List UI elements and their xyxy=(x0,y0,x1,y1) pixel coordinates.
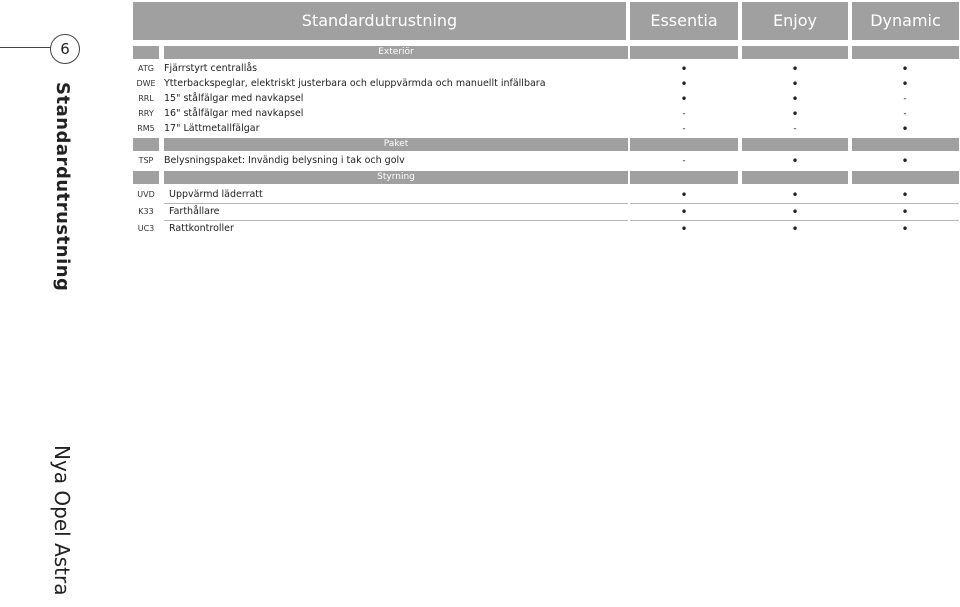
page-number: 6 xyxy=(50,34,80,64)
section-trim-cell xyxy=(852,138,959,151)
header-trim-enjoy: Enjoy xyxy=(742,2,848,40)
option-code: DWE xyxy=(136,79,156,88)
table-header xyxy=(133,2,959,40)
availability-essentia: • xyxy=(680,62,688,76)
availability-dynamic: • xyxy=(901,188,909,202)
section-header-steering xyxy=(133,171,959,184)
availability-dynamic: • xyxy=(901,154,909,168)
section-trim-cell xyxy=(630,46,738,59)
availability-enjoy: • xyxy=(791,222,799,236)
table-row xyxy=(133,107,959,121)
availability-enjoy: • xyxy=(791,92,799,106)
section-trim-cell xyxy=(742,171,848,184)
availability-dynamic: • xyxy=(901,122,909,136)
row-divider xyxy=(164,220,628,221)
availability-enjoy: • xyxy=(791,205,799,219)
section-label: Paket xyxy=(164,138,628,151)
availability-essentia: • xyxy=(680,188,688,202)
section-label: Styrning xyxy=(164,171,628,184)
section-trim-cell xyxy=(630,138,738,151)
option-description: 17" Lättmetallfälgar xyxy=(164,123,260,134)
availability-enjoy: • xyxy=(791,62,799,76)
section-label: Exteriör xyxy=(164,46,628,59)
option-description: Farthållare xyxy=(169,206,220,217)
section-code-cell xyxy=(133,171,159,184)
table-row xyxy=(133,77,959,91)
section-trim-cell xyxy=(852,46,959,59)
availability-essentia: • xyxy=(680,222,688,236)
header-title: Standardutrustning xyxy=(133,2,626,40)
row-divider xyxy=(630,203,959,204)
option-code: TSP xyxy=(138,156,154,165)
row-divider xyxy=(164,203,628,204)
table-row xyxy=(133,188,959,202)
section-header-exterior xyxy=(133,46,959,59)
table-row xyxy=(133,122,959,136)
availability-enjoy: • xyxy=(791,154,799,168)
side-section-title: Standardutrustning xyxy=(52,82,73,292)
table-row xyxy=(133,205,959,219)
option-description: 16" stålfälgar med navkapsel xyxy=(164,108,304,119)
side-footer-title: Nya Opel Astra xyxy=(50,445,74,596)
section-code-cell xyxy=(133,138,159,151)
section-trim-cell xyxy=(852,171,959,184)
availability-essentia: • xyxy=(680,205,688,219)
option-description: Rattkontroller xyxy=(169,223,234,234)
table-row xyxy=(133,92,959,106)
section-code-cell xyxy=(133,46,159,59)
table-row xyxy=(133,154,959,168)
section-header-package xyxy=(133,138,959,151)
availability-enjoy: • xyxy=(791,77,799,91)
section-trim-cell xyxy=(630,171,738,184)
option-code: UC3 xyxy=(137,224,155,233)
option-description: 15" stålfälgar med navkapsel xyxy=(164,93,304,104)
option-description: Belysningspaket: Invändig belysning i tak och golv xyxy=(164,155,405,166)
option-code: RRY xyxy=(138,109,154,118)
availability-dynamic: - xyxy=(903,94,907,104)
availability-essentia: - xyxy=(682,124,686,134)
availability-essentia: • xyxy=(680,77,688,91)
table-row xyxy=(133,62,959,76)
page-number-rule xyxy=(0,47,52,48)
option-description: Uppvärmd läderratt xyxy=(169,189,263,200)
section-trim-cell xyxy=(742,46,848,59)
availability-dynamic: • xyxy=(901,77,909,91)
availability-essentia: - xyxy=(682,109,686,119)
option-description: Ytterbackspeglar, elektriskt justerbara och eluppvärmda och manuellt infällbara xyxy=(164,78,546,89)
option-code: RM5 xyxy=(137,124,155,133)
header-trim-dynamic: Dynamic xyxy=(852,2,959,40)
header-trim-essentia: Essentia xyxy=(630,2,738,40)
option-code: UVD xyxy=(137,190,155,199)
row-divider xyxy=(630,220,959,221)
option-code: K33 xyxy=(138,207,154,216)
availability-enjoy: • xyxy=(791,107,799,121)
table-row xyxy=(133,222,959,236)
availability-dynamic: • xyxy=(901,205,909,219)
option-code: RRL xyxy=(138,94,154,103)
availability-enjoy: - xyxy=(793,124,797,134)
option-code: ATG xyxy=(138,64,154,73)
availability-essentia: - xyxy=(682,156,686,166)
section-trim-cell xyxy=(742,138,848,151)
availability-enjoy: • xyxy=(791,188,799,202)
availability-dynamic: • xyxy=(901,62,909,76)
availability-dynamic: • xyxy=(901,222,909,236)
availability-essentia: • xyxy=(680,92,688,106)
option-description: Fjärrstyrt centrallås xyxy=(164,63,258,74)
availability-dynamic: - xyxy=(903,109,907,119)
